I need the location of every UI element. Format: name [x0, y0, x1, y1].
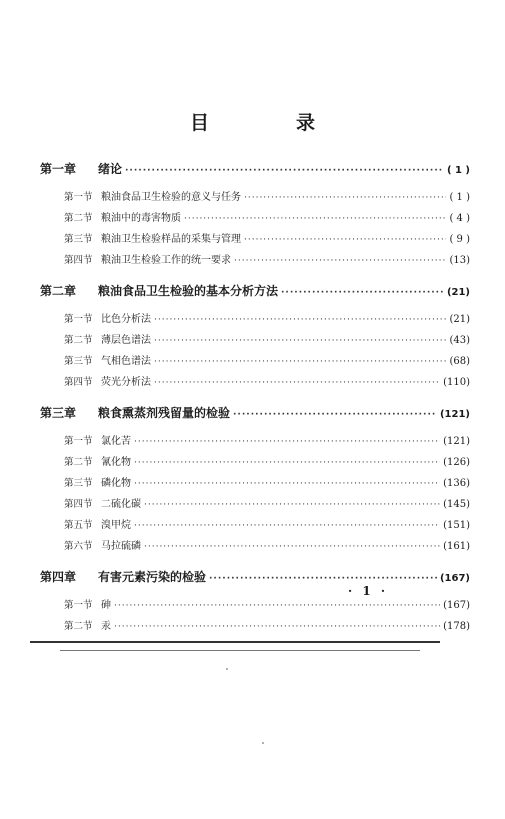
toc-chapter-row	[40, 160, 470, 180]
section-number: 第四节	[64, 255, 93, 266]
chapter-number: 第一章	[40, 162, 77, 176]
chapter-title: 有害元素污染的检验	[98, 570, 207, 584]
scan-speck	[262, 742, 264, 744]
section-number: 第五节	[64, 520, 93, 531]
page-number: · 1 ·	[348, 584, 389, 598]
section-number: 第三节	[64, 478, 93, 489]
toc-section-row	[40, 617, 470, 638]
section-title: 比色分析法	[101, 314, 151, 325]
page-reference: (178)	[443, 621, 470, 632]
section-title: 二硫化碳	[101, 499, 141, 510]
table-of-contents	[40, 160, 470, 638]
dot-leader	[144, 542, 440, 552]
section-title: 粮油中的毒害物质	[101, 213, 181, 224]
page-reference: (167)	[443, 600, 470, 611]
dot-leader	[125, 166, 444, 176]
dot-leader	[234, 256, 446, 266]
section-number: 第二节	[64, 457, 93, 468]
toc-chapter-row	[40, 404, 470, 424]
toc-chapter-row	[40, 282, 470, 302]
section-title: 氯化苦	[101, 436, 131, 447]
section-title: 氰化物	[101, 457, 131, 468]
dot-leader	[134, 458, 440, 468]
dot-leader	[134, 521, 440, 531]
toc-section-row	[40, 495, 470, 516]
section-number: 第六节	[64, 541, 93, 552]
section-number: 第三节	[64, 356, 93, 367]
toc-section-row	[40, 209, 470, 230]
section-title: 气相色谱法	[101, 356, 151, 367]
page-reference: ( 4 )	[449, 213, 470, 224]
dot-leader	[154, 357, 446, 367]
dot-leader	[114, 601, 440, 611]
chapter-title: 粮食熏蒸剂残留量的检验	[98, 406, 231, 420]
dot-leader	[154, 378, 440, 388]
toc-section-row	[40, 331, 470, 352]
section-title: 薄层色谱法	[101, 335, 151, 346]
page-reference: ( 1 )	[446, 165, 470, 176]
dot-leader	[184, 214, 446, 224]
page-reference: (110)	[443, 377, 470, 388]
section-title: 汞	[101, 621, 111, 632]
page-reference: (121)	[443, 436, 470, 447]
page-reference: (145)	[443, 499, 470, 510]
chapter-number: 第二章	[40, 284, 77, 298]
toc-section-row	[40, 537, 470, 558]
scan-edge-line	[30, 641, 440, 643]
section-title: 溴甲烷	[101, 520, 131, 531]
section-number: 第四节	[64, 377, 93, 388]
dot-leader	[154, 336, 446, 346]
section-number: 第一节	[64, 600, 93, 611]
toc-section-row	[40, 251, 470, 272]
page-reference: (126)	[443, 457, 470, 468]
toc-section-row	[40, 310, 470, 331]
toc-chapter-row	[40, 568, 470, 588]
page-reference: (121)	[439, 409, 470, 420]
section-number: 第二节	[64, 335, 93, 346]
dot-leader	[154, 315, 446, 325]
toc-section-row	[40, 352, 470, 373]
page-reference: (13)	[449, 255, 470, 266]
section-number: 第四节	[64, 499, 93, 510]
page-reference: (68)	[449, 356, 470, 367]
dot-leader	[233, 410, 437, 420]
dot-leader	[114, 622, 440, 632]
dot-leader	[244, 193, 446, 203]
section-number: 第一节	[64, 436, 93, 447]
section-title: 粮油食品卫生检验的意义与任务	[101, 192, 241, 203]
toc-section-row	[40, 516, 470, 537]
page-reference: (161)	[443, 541, 470, 552]
dot-leader	[209, 574, 437, 584]
chapter-title: 绪论	[98, 162, 123, 176]
page-reference: ( 1 )	[449, 192, 470, 203]
page-reference: (167)	[439, 573, 470, 584]
scan-edge-line-secondary	[60, 650, 420, 651]
section-title: 马拉硫磷	[101, 541, 141, 552]
toc-section-row	[40, 230, 470, 251]
section-title: 磷化物	[101, 478, 131, 489]
section-title: 粮油卫生检验工作的统一要求	[101, 255, 231, 266]
scan-speck	[226, 668, 228, 670]
toc-section-row	[40, 373, 470, 394]
page-reference: (43)	[449, 335, 470, 346]
dot-leader	[134, 479, 440, 489]
section-number: 第三节	[64, 234, 93, 245]
toc-section-row	[40, 188, 470, 209]
section-number: 第一节	[64, 192, 93, 203]
dot-leader	[134, 437, 440, 447]
chapter-title: 粮油食品卫生检验的基本分析方法	[98, 284, 279, 298]
page-reference: (136)	[443, 478, 470, 489]
toc-section-row	[40, 432, 470, 453]
section-title: 砷	[101, 600, 111, 611]
section-number: 第二节	[64, 213, 93, 224]
dot-leader	[144, 500, 440, 510]
section-number: 第一节	[64, 314, 93, 325]
section-title: 荧光分析法	[101, 377, 151, 388]
chapter-number: 第三章	[40, 406, 77, 420]
toc-section-row	[40, 596, 470, 617]
toc-section-row	[40, 453, 470, 474]
page-reference: (151)	[443, 520, 470, 531]
dot-leader	[281, 288, 444, 298]
section-title: 粮油卫生检验样品的采集与管理	[101, 234, 241, 245]
chapter-number: 第四章	[40, 570, 77, 584]
dot-leader	[244, 235, 446, 245]
page-reference: ( 9 )	[449, 234, 470, 245]
page-reference: (21)	[446, 287, 470, 298]
page-reference: (21)	[449, 314, 470, 325]
section-number: 第二节	[64, 621, 93, 632]
toc-section-row	[40, 474, 470, 495]
page-title: 目 录	[189, 112, 349, 134]
